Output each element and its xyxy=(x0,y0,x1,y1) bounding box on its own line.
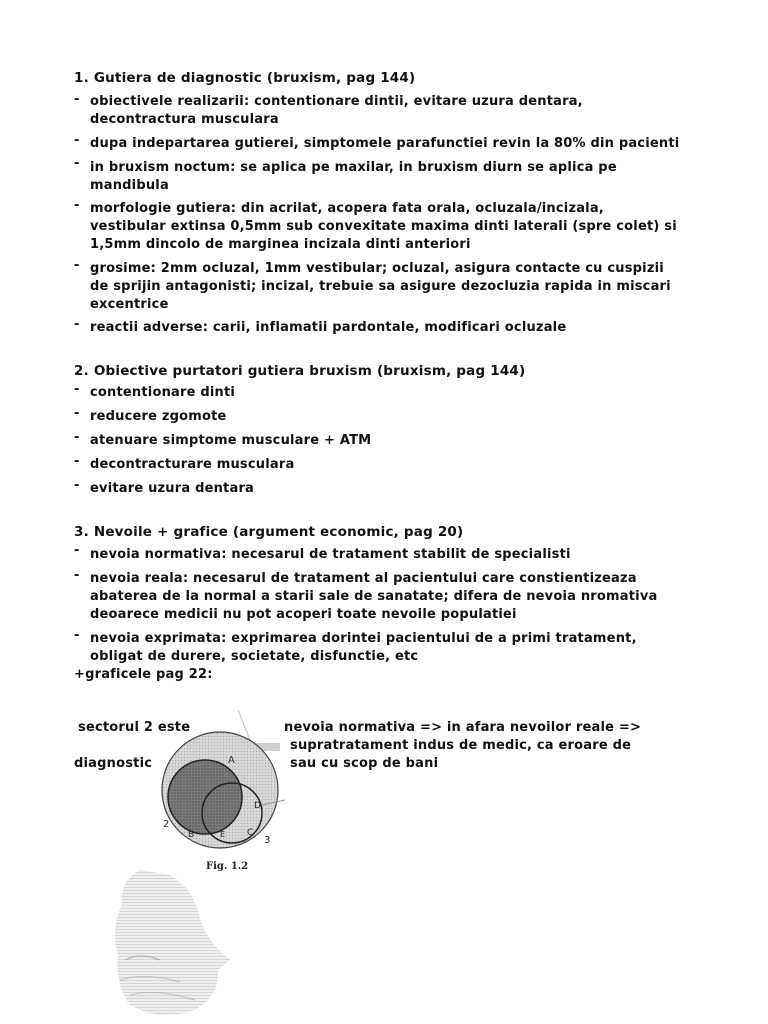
section-2-heading: 2. Obiective purtatori gutiera bruxism (bruxism, pag 144) xyxy=(74,363,526,379)
bullet-marker: - xyxy=(74,430,80,445)
venn-diagram-figure xyxy=(150,705,290,875)
s3-bullet-2-line-3: deoarece medicii nu pot acoperi toate nevoile populatiei xyxy=(90,607,517,622)
figure-caption: Fig. 1.2 xyxy=(206,861,249,872)
section-3-heading: 3. Nevoile + grafice (argument economic, pag 20) xyxy=(74,524,464,540)
section-1-heading: 1. Gutiera de diagnostic (bruxism, pag 144) xyxy=(74,70,416,86)
label-c: C xyxy=(247,828,254,838)
faded-shape xyxy=(115,870,230,1015)
s3-bullet-1-line-1: nevoia normativa: necesarul de tratament stabilit de specialisti xyxy=(90,547,571,562)
bullet-marker: - xyxy=(74,133,80,148)
bullet-marker: - xyxy=(74,478,80,493)
bullet-marker: - xyxy=(74,382,80,397)
s3-bullet-3-line-2: obligat de durere, societate, disfunctie, etc xyxy=(90,649,419,664)
circle-b xyxy=(168,760,242,834)
s2-item-1: contentionare dinti xyxy=(90,385,236,400)
label-e: E xyxy=(220,830,226,839)
faded-scanned-image xyxy=(100,860,240,1024)
graphs-note: +graficele pag 22: xyxy=(74,667,213,682)
bullet-marker: - xyxy=(74,156,80,171)
figure-right-text-3: sau cu scop de bani xyxy=(290,756,439,771)
bullet-marker: - xyxy=(74,628,80,643)
s2-item-2: reducere zgomote xyxy=(90,409,227,424)
s3-bullet-2-line-2: abaterea de la normal a starii sale de sanatate; difera de nevoia nromativa xyxy=(90,589,658,604)
s3-bullet-2-line-1: nevoia reala: necesarul de tratament al pacientului care constientizeaza xyxy=(90,571,637,586)
s1-bullet-2-line-1: dupa indepartarea gutierei, simptomele parafunctiei revin la 80% din pacienti xyxy=(90,136,680,151)
s2-item-4: decontracturare musculara xyxy=(90,457,295,472)
s1-bullet-3-line-2: mandibula xyxy=(90,178,169,193)
s1-bullet-3-line-1: in bruxism noctum: se aplica pe maxilar, in bruxism diurn se aplica pe xyxy=(90,160,617,175)
s1-bullet-1-line-1: obiectivele realizarii: contentionare dintii, evitare uzura dentara, xyxy=(90,94,583,109)
label-2: 2 xyxy=(163,819,170,830)
label-d: D xyxy=(254,801,261,811)
s1-bullet-5-line-2: de sprijin antagonisti; incizal, trebuie sa asigure dezocluzia rapida in miscari xyxy=(90,279,671,294)
bullet-marker: - xyxy=(74,198,80,213)
s2-item-5: evitare uzura dentara xyxy=(90,481,255,496)
bullet-marker: - xyxy=(74,258,80,273)
s3-bullet-3-line-1: nevoia exprimata: exprimarea dorintei pacientului de a primi tratament, xyxy=(90,631,637,646)
s1-bullet-6-line-1: reactii adverse: carii, inflamatii pardontale, modificari ocluzale xyxy=(90,320,567,335)
bullet-marker: - xyxy=(74,543,80,558)
bullet-marker: - xyxy=(74,317,80,332)
s1-bullet-4-line-1: morfologie gutiera: din acrilat, acopera fata orala, ocluzala/incizala, xyxy=(90,201,604,216)
s1-bullet-1-line-2: decontractura musculara xyxy=(90,112,279,127)
s1-bullet-5-line-3: excentrice xyxy=(90,297,169,312)
s1-bullet-4-line-3: 1,5mm dincolo de marginea incizala dinti anteriori xyxy=(90,237,471,252)
bullet-marker: - xyxy=(74,406,80,421)
figure-right-text-2: supratratament indus de medic, ca eroare de xyxy=(290,738,632,753)
figure-left-text-1: sectorul 2 este xyxy=(78,720,191,735)
figure-right-text-1: nevoia normativa => in afara nevoilor reale => xyxy=(284,720,642,735)
bullet-marker: - xyxy=(74,568,80,583)
s2-item-3: atenuare simptome musculare + ATM xyxy=(90,433,372,448)
bullet-marker: - xyxy=(74,454,80,469)
s1-bullet-5-line-1: grosime: 2mm ocluzal, 1mm vestibular; ocluzal, asigura contacte cu cuspizii xyxy=(90,261,664,276)
s1-bullet-4-line-2: vestibular extinsa 0,5mm sub convexitate maxima dinti laterali (spre colet) si xyxy=(90,219,677,234)
label-3: 3 xyxy=(264,835,271,846)
bullet-marker: - xyxy=(74,92,80,107)
figure-left-text-2: diagnostic xyxy=(74,756,153,771)
label-b: B xyxy=(188,830,195,840)
label-a: A xyxy=(228,755,235,766)
